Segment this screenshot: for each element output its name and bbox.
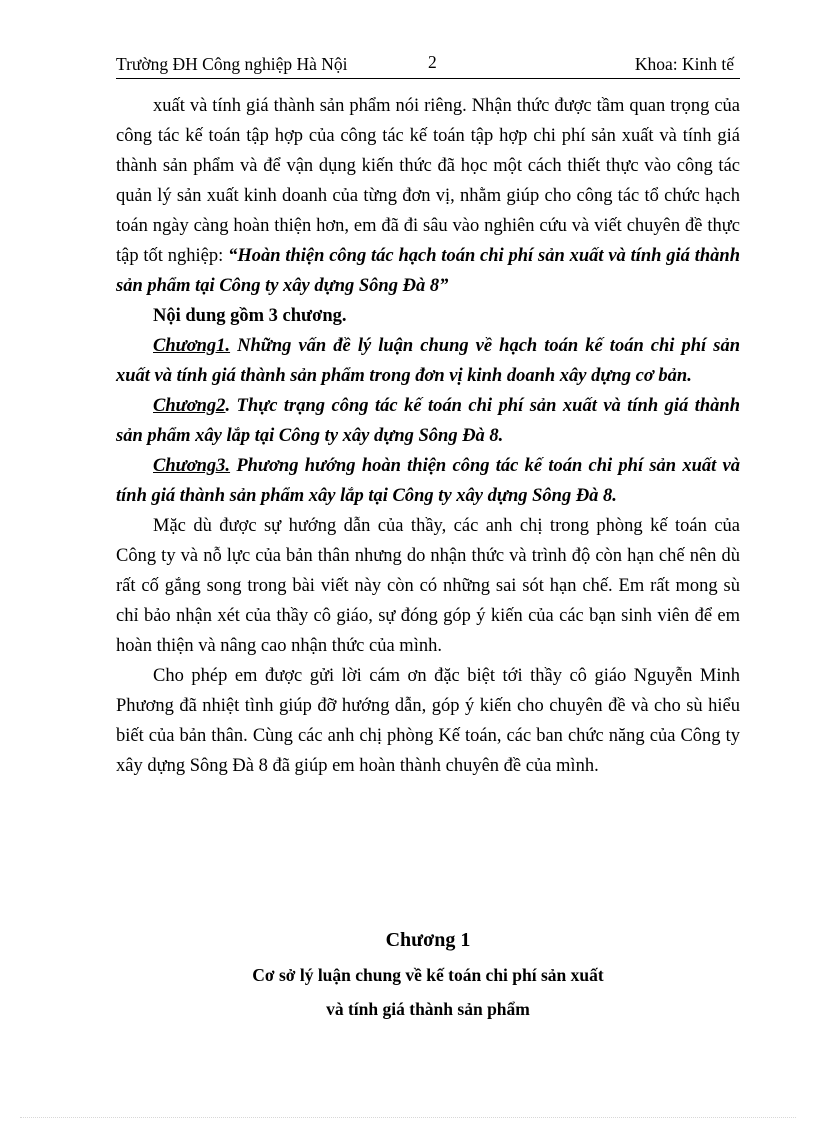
- page-number: 2: [428, 52, 437, 72]
- content-heading: Nội dung gồm 3 chương.: [153, 306, 347, 326]
- chapter-heading: Chương 1: [385, 929, 471, 951]
- chapter-subtitle-line-2: và tính giá thành sản phẩm: [326, 999, 530, 1019]
- chapter-2-label: Chương2: [153, 396, 226, 416]
- document-body: [116, 91, 740, 781]
- chapter-subtitle-line-1: Cơ sở lý luận chung về kế toán chi phí sản xuất: [252, 965, 604, 985]
- header-university: Trường ĐH Công nghiệp Hà Nội: [116, 54, 348, 74]
- body-paragraph-thanks: Cho phép em được gửi lời cám ơn đặc biệt tới thầy cô giáo Nguyễn Minh Phương đã nhiệt tình giúp đỡ hướng dẫn, góp ý kiến cho chuyên đề và cho sù hiểu biết của bản thân. Cùng các anh chị phòng Kế toán, các ban chức năng của Công ty xây dựng Sông Đà 8 đã giúp em hoàn thành chuyên đề của mình.: [116, 666, 740, 776]
- chapter-1-label: Chương1.: [153, 336, 231, 356]
- header-faculty: Khoa: Kinh tế: [634, 54, 734, 74]
- page-header: [116, 52, 740, 79]
- chapter-list-item-2: [116, 391, 740, 451]
- chapter-3-label: Chương3.: [153, 456, 231, 476]
- body-paragraph-acknowledgement: Mặc dù được sự hướng dẫn của thầy, các anh chị trong phòng kế toán của Công ty và nỗ lực của bản thân nhưng do nhận thức và trình độ còn hạn chế nên dù rất cố gắng song trong bài viết này còn có những sai sót hạn chế. Em rất mong sù chỉ bảo nhận xét của thầy cô giáo, sự đóng góp ý kiến của các bạn sinh viên để em hoàn thiện và nâng cao nhận thức của mình.: [116, 516, 740, 656]
- chapter-list-item-3: [116, 451, 740, 511]
- chapter-1-text: Những vấn đề lý luận chung về hạch toán kế toán chi phí sản xuất và tính giá thành sản phẩm trong đơn vị kinh doanh xây dựng cơ bản.: [116, 336, 740, 386]
- intro-paragraph: [116, 91, 740, 301]
- chapter-3-text: Phương hướng hoàn thiện công tác kế toán chi phí sản xuất và tính giá thành sản phẩm xây lắp tại Công ty xây dựng Sông Đà 8.: [116, 456, 740, 506]
- page-bottom-divider: [20, 1117, 796, 1118]
- chapter-2-text: . Thực trạng công tác kế toán chi phí sản xuất và tính giá thành sản phẩm xây lắp tại Công ty xây dựng Sông Đà 8.: [116, 396, 740, 446]
- intro-text: xuất và tính giá thành sản phẩm nói riêng. Nhận thức được tầm quan trọng của công tác kế toán tập hợp của công tác kế toán tập hợp chi phí sản xuất và tính giá thành sản phẩm và để vận dụng kiến thức đã học một cách thiết thực vào công tác quản lý sản xuất kinh doanh của từng đơn vị, nhằm giúp cho công tác tổ chức hạch toán ngày càng hoàn thiện hơn, em đã đi sâu vào nghiên cứu và viết chuyên đề thực tập tốt nghiệp:: [116, 96, 740, 266]
- thesis-title: “Hoàn thiện công tác hạch toán chi phí sản xuất và tính giá thành sản phẩm tại Công ty xây dựng Sông Đà 8”: [116, 246, 740, 296]
- chapter-list-item-1: [116, 331, 740, 391]
